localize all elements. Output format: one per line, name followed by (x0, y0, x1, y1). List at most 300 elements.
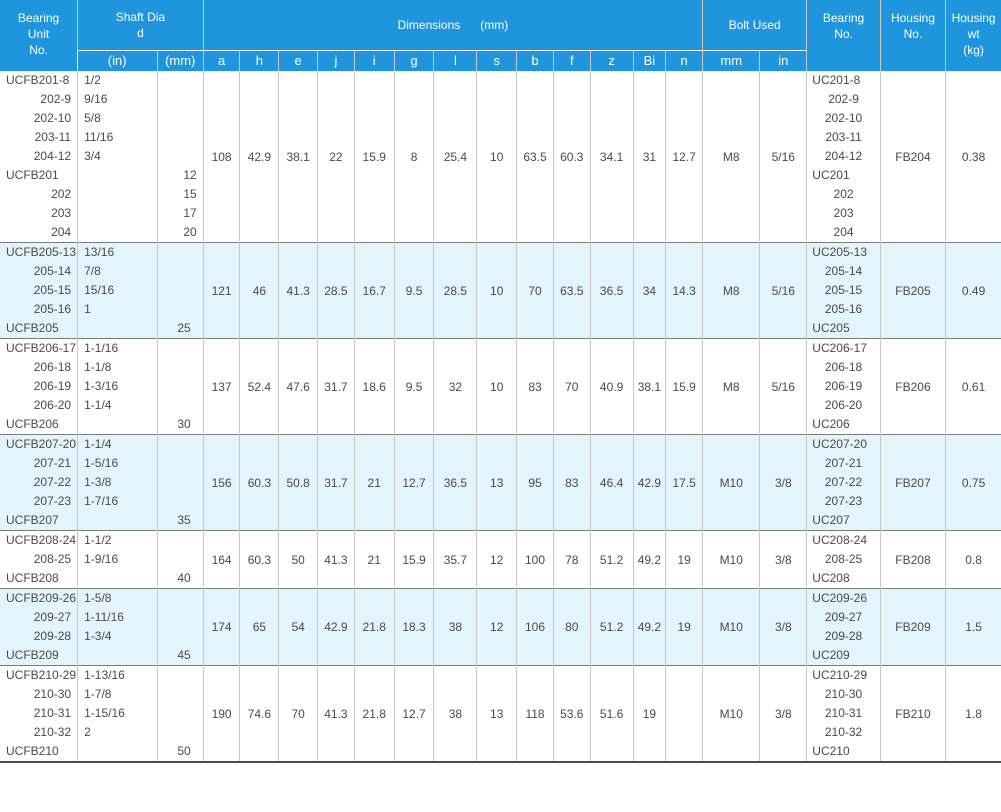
unit-no-cell (0, 71, 78, 243)
dim-a-cell (203, 71, 240, 243)
dim-value: 15.9 (362, 149, 386, 164)
dim-n-cell (666, 531, 703, 589)
header-bolt-used: Bolt Used (703, 0, 807, 51)
dim-value: 15.9 (672, 379, 696, 394)
dim-g-cell (394, 666, 434, 763)
bolt-mm-value: M10 (719, 620, 743, 634)
group-0 (0, 71, 1001, 243)
cell-line: 210-30 (824, 687, 863, 701)
dim-value: 21.8 (362, 620, 386, 634)
header-dim-s: s (477, 51, 517, 72)
cell-line: UC210 (812, 744, 850, 758)
bolt-mm-cell (703, 71, 760, 243)
housing-wt-value: 0.49 (961, 283, 986, 298)
cell-line: UC205-13 (812, 245, 867, 259)
dim-value: 14.3 (672, 283, 696, 298)
dim-i-cell (354, 531, 394, 589)
cell-line: 209-27 (33, 610, 72, 624)
dim-j-cell (318, 339, 355, 435)
dim-b-cell (517, 435, 554, 531)
dim-f-cell (553, 339, 590, 435)
shaft-mm-cell (157, 435, 203, 531)
group-4 (0, 531, 1001, 589)
table-row (0, 666, 1001, 763)
dim-e-cell (279, 71, 318, 243)
cell-line: 209-27 (824, 610, 863, 624)
dim-bi-cell (633, 435, 666, 531)
cell-line: 202-10 (33, 111, 72, 125)
cell-line: UC207 (812, 513, 850, 527)
dim-s-cell (477, 666, 517, 763)
housing-wt-cell (946, 589, 1001, 666)
housing-no-value: FB209 (895, 620, 931, 634)
dim-a-cell (203, 243, 240, 339)
cell-line: UCFB209-26 (6, 591, 77, 605)
cell-line: UCFB209 (6, 648, 59, 662)
group-2 (0, 339, 1001, 435)
cell-line: 12 (183, 168, 197, 182)
cell-line: 13/16 (84, 245, 115, 259)
dim-l-cell (434, 666, 477, 763)
dim-value: 121 (211, 283, 232, 298)
cell-line (158, 90, 203, 109)
cell-line: 3/4 (84, 149, 101, 163)
dim-value: 174 (211, 620, 232, 634)
dim-value: 106 (525, 620, 546, 634)
cell-line: 40 (177, 571, 191, 585)
table-row (0, 243, 1001, 339)
dim-value: 60.3 (247, 475, 272, 490)
housing-wt-value: 0.61 (961, 379, 986, 394)
cell-line: 210-30 (33, 687, 72, 701)
cell-line: UC210-29 (812, 668, 867, 682)
dim-value: 21.8 (362, 706, 386, 721)
unit-no-cell (0, 435, 78, 531)
dim-j-cell (318, 531, 355, 589)
bolt-mm-value: M10 (719, 552, 743, 567)
group-3 (0, 435, 1001, 531)
bolt-in-cell (760, 243, 807, 339)
housing-wt-cell (946, 339, 1001, 435)
housing-no-cell (880, 435, 945, 531)
header-dim-h: h (240, 51, 279, 72)
header-shaft-in: (in) (78, 51, 158, 72)
dim-b-cell (517, 531, 554, 589)
dim-value: 156 (211, 475, 232, 490)
dim-l-cell (434, 339, 477, 435)
housing-no-cell (880, 589, 945, 666)
cell-line: 205-14 (824, 264, 863, 278)
housing-no-cell (880, 339, 945, 435)
cell-line: 1-1/2 (84, 533, 112, 547)
dim-value: 74.6 (247, 706, 272, 721)
dim-value: 31.7 (324, 475, 348, 490)
cell-line: 204 (51, 225, 72, 239)
cell-line: 1/2 (84, 73, 101, 87)
header-bolt-in: in (760, 51, 807, 72)
cell-line (158, 147, 203, 166)
dim-l-cell (434, 589, 477, 666)
dim-g-cell (394, 589, 434, 666)
unit-no-cell (0, 589, 78, 666)
dim-value: 63.5 (560, 283, 584, 298)
dim-j-cell (318, 666, 355, 763)
cell-line: 15/16 (84, 283, 115, 297)
cell-line: 1-7/8 (84, 687, 112, 701)
dim-value: 50.8 (286, 475, 310, 490)
dim-z-cell (590, 589, 633, 666)
dim-h-cell (240, 243, 279, 339)
cell-line: 11/16 (84, 130, 114, 144)
dim-value: 40.9 (599, 379, 624, 394)
cell-line: 203-11 (34, 130, 72, 144)
housing-no-cell (880, 71, 945, 243)
cell-line (78, 204, 157, 223)
dim-value: 38 (448, 620, 463, 634)
header-housing-wt: Housing wt (kg) (946, 0, 1001, 71)
table-row (0, 589, 1001, 666)
cell-line: 208-25 (824, 552, 863, 566)
table-row (0, 339, 1001, 435)
housing-no-value: FB206 (895, 379, 931, 394)
cell-line: 9/16 (84, 92, 108, 106)
cell-line: 209-28 (824, 629, 863, 643)
dim-value: 38.1 (637, 379, 662, 394)
dim-value: 19 (677, 552, 691, 567)
dim-value: 42.9 (324, 620, 348, 634)
cell-line: 203-11 (825, 130, 862, 144)
cell-line: 210-31 (33, 706, 72, 720)
cell-line: 207-22 (33, 475, 72, 489)
shaft-in-cell (78, 666, 158, 763)
bolt-mm-value: M8 (722, 149, 740, 164)
housing-wt-cell (946, 243, 1001, 339)
dim-value: 46 (252, 283, 267, 298)
dim-g-cell (394, 71, 434, 243)
dim-value: 100 (525, 552, 546, 567)
cell-line: UCFB210 (6, 744, 59, 758)
dim-i-cell (354, 339, 394, 435)
dim-bi-cell (633, 243, 666, 339)
cell-line (78, 223, 157, 242)
dim-l-cell (434, 531, 477, 589)
dim-h-cell (240, 435, 279, 531)
dim-h-cell (240, 666, 279, 763)
dim-value: 51.2 (599, 620, 624, 634)
dim-value: 28.5 (443, 283, 468, 298)
dim-s-cell (477, 531, 517, 589)
dim-value: 51.2 (599, 552, 624, 567)
cell-line: 1-13/16 (84, 668, 125, 682)
housing-no-value: FB205 (895, 283, 931, 298)
cell-line (78, 319, 157, 338)
dim-value: 38 (448, 706, 463, 721)
dim-value: 95 (528, 475, 542, 490)
cell-line: UCFB208 (6, 571, 59, 585)
dim-value: 83 (528, 379, 542, 394)
cell-line: 45 (177, 648, 191, 662)
cell-line (78, 415, 157, 434)
dim-value: 18.3 (402, 620, 426, 634)
dim-value: 12.7 (672, 149, 696, 164)
bearing-no-cell (807, 339, 881, 435)
header-dim-f: f (553, 51, 590, 72)
dim-f-cell (553, 531, 590, 589)
dim-a-cell (203, 666, 240, 763)
cell-line: 205-15 (33, 283, 72, 297)
bolt-in-cell (760, 589, 807, 666)
table-row (0, 435, 1001, 531)
dim-value: 60.3 (560, 149, 584, 164)
bolt-in-cell (760, 71, 807, 243)
cell-line: 1-11/16 (84, 610, 124, 624)
bolt-in-value: 5/16 (771, 379, 795, 394)
dim-l-cell (434, 243, 477, 339)
cell-line: 208-25 (33, 552, 72, 566)
cell-line: UC208 (812, 571, 850, 585)
housing-no-value: FB204 (895, 149, 931, 164)
cell-line: 207-21 (33, 456, 72, 470)
cell-line: 202-9 (40, 92, 72, 106)
dim-value: 54 (291, 620, 305, 634)
dim-value: 13 (490, 706, 504, 721)
cell-line: 1-7/16 (84, 494, 119, 508)
dim-l-cell (434, 71, 477, 243)
cell-line: 7/8 (84, 264, 101, 278)
dim-a-cell (203, 531, 240, 589)
cell-line: UCFB201 (6, 168, 59, 182)
housing-no-value: FB208 (895, 552, 931, 567)
cell-line: 50 (177, 744, 191, 758)
cell-line: UCFB205 (6, 321, 59, 335)
dim-value: 78 (565, 552, 579, 567)
cell-line: UCFB208-24 (6, 533, 77, 547)
dim-value: 83 (565, 475, 579, 490)
header-shaft-dia: Shaft Dia d (78, 0, 204, 51)
shaft-mm-cell (157, 71, 203, 243)
dim-value: 9.5 (405, 283, 423, 298)
cell-line: 204-12 (824, 149, 863, 163)
cell-line: 209-28 (33, 629, 72, 643)
dim-value: 28.5 (324, 283, 348, 298)
cell-line: 1-3/8 (84, 475, 112, 489)
cell-line: 20 (183, 225, 197, 239)
dim-value: 15.9 (402, 552, 426, 567)
dim-bi-cell (633, 339, 666, 435)
cell-line (78, 646, 157, 665)
dim-value: 65 (252, 620, 267, 634)
bearing-no-cell (807, 666, 881, 763)
dim-g-cell (394, 243, 434, 339)
dim-f-cell (553, 435, 590, 531)
bolt-mm-value: M8 (722, 283, 740, 298)
header-bearing-no: Bearing No. (807, 0, 881, 71)
dim-s-cell (477, 435, 517, 531)
dim-bi-cell (633, 531, 666, 589)
unit-no-cell (0, 666, 78, 763)
header-dim-a: a (203, 51, 240, 72)
dim-i-cell (354, 243, 394, 339)
dim-value: 51.6 (599, 706, 624, 721)
cell-line (78, 511, 157, 530)
bolt-mm-value: M10 (719, 475, 743, 490)
dim-e-cell (279, 243, 318, 339)
table-row (0, 71, 1001, 243)
dim-value: 70 (291, 706, 305, 721)
dim-s-cell (477, 589, 517, 666)
cell-line: 1-1/8 (84, 360, 112, 374)
cell-line: 210-32 (824, 725, 863, 739)
dim-value: 46.4 (599, 475, 624, 490)
bolt-in-value: 5/16 (771, 149, 795, 164)
dim-h-cell (240, 531, 279, 589)
dim-n-cell (666, 589, 703, 666)
dim-value: 42.9 (247, 149, 272, 164)
dim-value: 137 (211, 379, 232, 394)
dim-value: 108 (211, 149, 232, 164)
dim-b-cell (517, 71, 554, 243)
dim-a-cell (203, 339, 240, 435)
dim-l-cell (434, 435, 477, 531)
cell-line: 207-23 (824, 494, 863, 508)
dim-f-cell (553, 243, 590, 339)
cell-line: 207-21 (824, 456, 863, 470)
dim-z-cell (590, 71, 633, 243)
dim-f-cell (553, 71, 590, 243)
dim-value: 25.4 (443, 149, 468, 164)
bolt-mm-cell (703, 435, 760, 531)
dim-value: 32 (448, 379, 463, 394)
cell-line: 206-18 (33, 360, 72, 374)
dim-value: 16.7 (362, 283, 386, 298)
dim-value: 10 (490, 283, 504, 298)
dim-h-cell (240, 71, 279, 243)
cell-line: 1-3/16 (84, 379, 119, 393)
dim-value: 19 (642, 706, 657, 721)
group-6 (0, 666, 1001, 763)
dim-e-cell (279, 435, 318, 531)
housing-wt-value: 1.8 (965, 706, 982, 721)
header-bolt-mm: mm (703, 51, 760, 72)
dim-n-cell (666, 243, 703, 339)
bolt-in-value: 3/8 (774, 706, 792, 721)
dim-value: 70 (528, 283, 542, 298)
dim-b-cell (517, 243, 554, 339)
dim-value: 10 (490, 149, 504, 164)
cell-line: 15 (183, 187, 197, 201)
cell-line: 1-3/4 (84, 629, 112, 643)
dim-i-cell (354, 589, 394, 666)
header-dim-e: e (279, 51, 318, 72)
dim-z-cell (590, 339, 633, 435)
dim-value: 21 (367, 475, 381, 490)
housing-wt-cell (946, 71, 1001, 243)
dim-n-cell (666, 435, 703, 531)
dim-value: 63.5 (523, 149, 547, 164)
dim-value: 8 (410, 149, 418, 164)
bolt-mm-cell (703, 666, 760, 763)
unit-no-cell (0, 339, 78, 435)
dim-b-cell (517, 666, 554, 763)
cell-line: 25 (177, 321, 191, 335)
cell-line (78, 166, 157, 185)
cell-line (158, 109, 203, 128)
cell-line: UCFB205-13 (6, 245, 77, 259)
dim-value: 60.3 (247, 552, 272, 567)
cell-line: 202-10 (824, 111, 863, 125)
dim-i-cell (354, 666, 394, 763)
shaft-mm-cell (157, 339, 203, 435)
dim-value: 9.5 (405, 379, 423, 394)
cell-line: UC209-26 (812, 591, 867, 605)
dim-n-cell (666, 666, 703, 763)
bolt-in-cell (760, 339, 807, 435)
cell-line: 207-22 (824, 475, 863, 489)
cell-line: UC201 (812, 168, 850, 182)
housing-wt-cell (946, 435, 1001, 531)
bolt-mm-value: M10 (719, 706, 743, 721)
bearing-no-cell (807, 243, 881, 339)
group-1 (0, 243, 1001, 339)
dim-value: 18.6 (362, 379, 386, 394)
housing-no-value: FB210 (895, 706, 931, 721)
shaft-mm-cell (157, 589, 203, 666)
dim-value: 12.7 (402, 706, 426, 721)
cell-line: 1-1/4 (84, 437, 112, 451)
housing-wt-value: 0.38 (961, 149, 986, 164)
cell-line: 202-9 (828, 92, 859, 106)
dim-b-cell (517, 339, 554, 435)
dim-value: 31.7 (324, 379, 348, 394)
dim-value: 35.7 (443, 552, 468, 567)
dim-value: 49.2 (637, 552, 662, 567)
cell-line: 204-12 (33, 149, 72, 163)
bearing-no-cell (807, 589, 881, 666)
table-header (0, 0, 1001, 71)
dim-value: 49.2 (637, 620, 662, 634)
dim-i-cell (354, 435, 394, 531)
cell-line: UCFB201-8 (6, 73, 70, 87)
dim-bi-cell (633, 666, 666, 763)
dim-value: 12 (490, 620, 504, 634)
dim-value: 10 (490, 379, 504, 394)
cell-line: 1 (84, 302, 91, 316)
cell-line: 205-16 (824, 302, 863, 316)
shaft-in-cell (78, 589, 158, 666)
shaft-in-cell (78, 531, 158, 589)
cell-line: 206-20 (824, 398, 863, 412)
dim-s-cell (477, 243, 517, 339)
header-dim-l: l (434, 51, 477, 72)
bolt-mm-value: M8 (722, 379, 740, 394)
dim-value: 164 (211, 552, 232, 567)
bolt-in-cell (760, 531, 807, 589)
bolt-in-value: 3/8 (774, 475, 792, 490)
dim-value: 22 (329, 149, 343, 164)
dim-value: 31 (642, 149, 657, 164)
dim-g-cell (394, 339, 434, 435)
cell-line: 205-14 (33, 264, 72, 278)
dim-a-cell (203, 435, 240, 531)
housing-wt-value: 1.5 (965, 620, 982, 634)
dim-bi-cell (633, 589, 666, 666)
header-dim-bi: Bi (633, 51, 666, 72)
dim-j-cell (318, 243, 355, 339)
dim-n-cell (666, 339, 703, 435)
dim-j-cell (318, 71, 355, 243)
cell-line: 1-5/8 (84, 591, 112, 605)
cell-line: 1-5/16 (84, 456, 119, 470)
